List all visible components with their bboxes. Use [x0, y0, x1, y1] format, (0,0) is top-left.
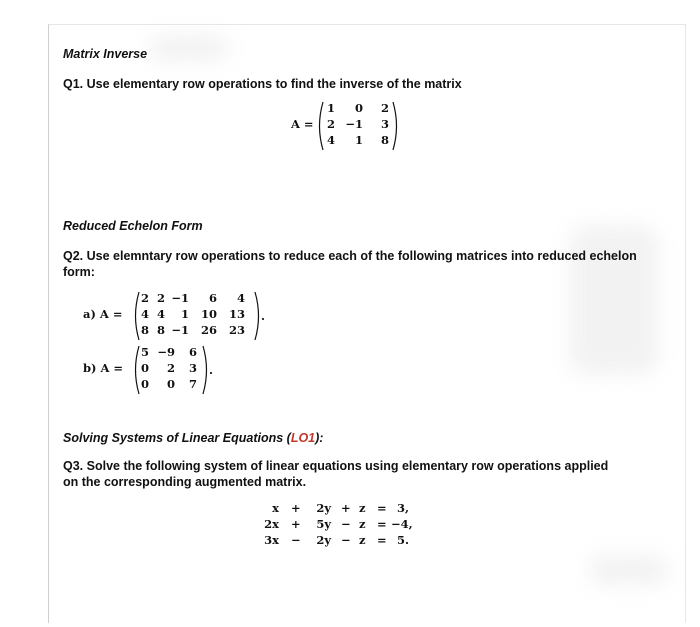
matrix-cell: 1	[354, 133, 363, 147]
eq-equals: =	[377, 533, 387, 547]
matrix-cell: 2	[326, 117, 335, 131]
matrix-cell: 8	[380, 133, 389, 147]
eq-rhs: −4,	[391, 517, 413, 531]
matrix-cell: 3	[188, 361, 197, 375]
eq-operator: +	[291, 501, 301, 515]
q2a-label: a) A =	[83, 307, 123, 321]
eq-operator: −	[341, 517, 351, 531]
matrix-cell: 2	[140, 291, 149, 305]
eq-operator: +	[341, 501, 351, 515]
q2b-label: b) A =	[83, 361, 124, 375]
eq-equals: =	[377, 517, 387, 531]
equation-row	[255, 533, 435, 549]
matrix-cell: 23	[228, 323, 245, 337]
eq-term: z	[359, 517, 366, 531]
section-title-reduced-echelon: Reduced Echelon Form	[63, 219, 203, 233]
matrix-cell: 4	[236, 291, 245, 305]
blurred-area	[569, 225, 659, 375]
question-3-line-1: Q3. Solve the following system of linear equations using elementary row operations applied	[63, 459, 609, 473]
section-title-linear-systems	[63, 431, 323, 445]
eq-rhs: 5.	[397, 533, 410, 547]
matrix-cell: 13	[228, 307, 245, 321]
matrix-cell: 0	[140, 361, 149, 375]
eq-term: 2y	[316, 533, 331, 547]
question-2-line-2: form:	[63, 265, 95, 279]
eq-term: x	[272, 501, 279, 515]
right-paren	[391, 101, 401, 151]
matrix-cell: −9	[157, 345, 175, 359]
matrix-cell: 6	[188, 345, 197, 359]
matrix-cell: 4	[140, 307, 149, 321]
period: .	[209, 363, 214, 377]
matrix-cell: 8	[140, 323, 149, 337]
matrix-cell: 0	[140, 377, 149, 391]
matrix-cell: 10	[200, 307, 217, 321]
matrix-cell: 26	[200, 323, 217, 337]
document-page	[48, 24, 686, 623]
question-3-line-2: on the corresponding augmented matrix.	[63, 475, 307, 489]
eq-equals: =	[377, 501, 387, 515]
matrix-cell: 3	[380, 117, 389, 131]
matrix-cell: 1	[180, 307, 189, 321]
section-title-text: Solving Systems of Linear Equations (	[63, 431, 291, 445]
equation-system	[255, 501, 435, 557]
eq-term: z	[359, 501, 366, 515]
matrix-cell: 0	[166, 377, 175, 391]
eq-operator: +	[291, 517, 301, 531]
matrix-cell: 8	[156, 323, 165, 337]
matrix-cell: −1	[171, 291, 189, 305]
q2a-matrix	[131, 289, 271, 341]
blurred-area	[149, 35, 229, 61]
matrix-cell: 1	[326, 101, 335, 115]
eq-term: 3x	[264, 533, 279, 547]
learning-outcome-code: LO1	[290, 431, 316, 445]
eq-operator: −	[341, 533, 351, 547]
q1-matrix	[313, 99, 403, 151]
eq-term: z	[359, 533, 366, 547]
matrix-cell: 2	[156, 291, 165, 305]
eq-term: 5y	[316, 517, 331, 531]
matrix-cell: 5	[140, 345, 149, 359]
eq-term: 2x	[264, 517, 279, 531]
blurred-area	[589, 555, 669, 585]
eq-rhs: 3,	[397, 501, 410, 515]
equation-row	[255, 517, 435, 533]
matrix-cell: −1	[345, 117, 363, 131]
matrix-cell: 7	[188, 377, 197, 391]
eq-term: 2y	[316, 501, 331, 515]
matrix-cell: 4	[156, 307, 165, 321]
section-title-matrix-inverse: Matrix Inverse	[63, 47, 148, 61]
question-2-line-1: Q2. Use elemntary row operations to reduce each of the following matrices into reduced echelon	[63, 249, 637, 263]
eq-operator: −	[291, 533, 301, 547]
matrix-cell: 4	[326, 133, 335, 147]
q1-matrix-label: A =	[291, 117, 314, 131]
period: .	[261, 309, 266, 323]
equation-row	[255, 501, 435, 517]
matrix-cell: 0	[354, 101, 363, 115]
question-1-text: Q1. Use elementary row operations to find the inverse of the matrix	[63, 77, 462, 91]
q2b-matrix	[131, 343, 231, 395]
matrix-cell: 6	[208, 291, 217, 305]
section-title-end: ):	[315, 431, 324, 445]
matrix-cell: 2	[380, 101, 389, 115]
matrix-cell: −1	[171, 323, 189, 337]
matrix-cell: 2	[166, 361, 175, 375]
